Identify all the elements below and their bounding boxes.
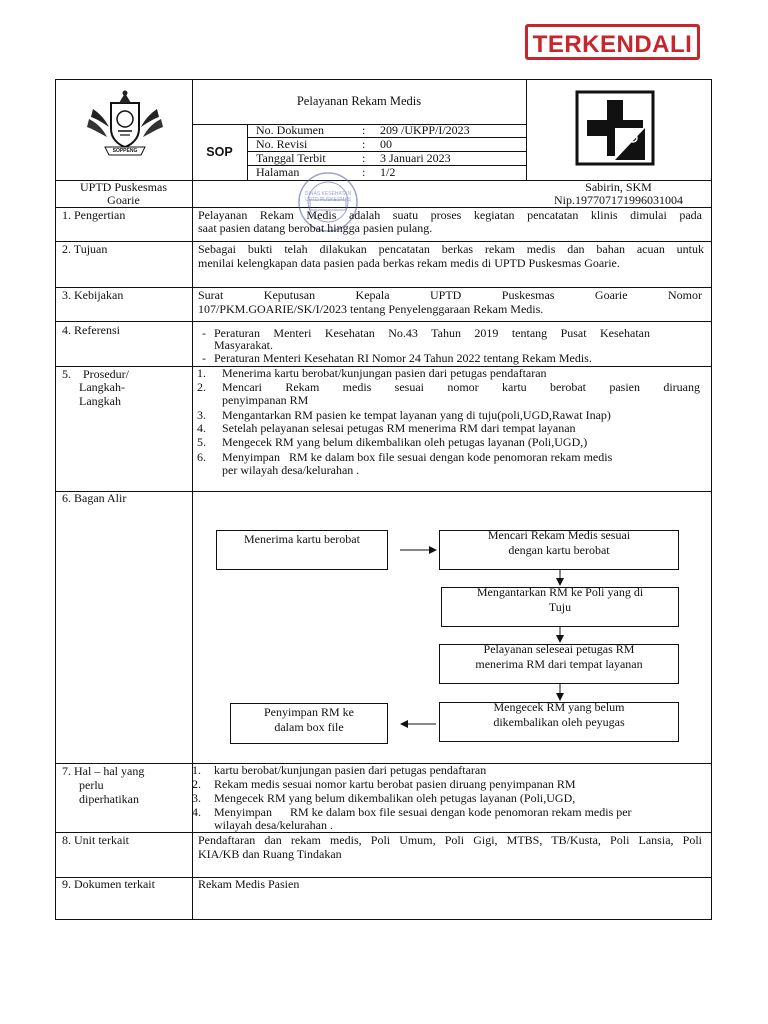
section-hal-label: diperhatikan [79,792,139,806]
list-number: 4. [197,421,206,435]
list-number: 4. [192,805,201,819]
referensi-bullet: - [202,326,206,340]
list-item: Mengecek RM yang belum dikembalikan oleh petugas layanan (Poli,UGD, [214,791,576,805]
section-hal-label: 7. Hal – hal yang [62,764,145,778]
unit-line2: KIA/KB dan Ruang Tindakan [198,847,342,861]
list-number: 2. [192,777,201,791]
section-bagan-label: 6. Bagan Alir [62,491,127,505]
meta-value: 1/2 [380,165,396,179]
list-item: penyimpanan RM [222,393,309,407]
list-item: Menerima kartu berobat/kunjungan pasien dari petugas pendaftaran [222,366,547,380]
flow-box-text: menerima RM dari tempat layanan [475,657,643,671]
section-unit-label: 8. Unit terkait [62,833,129,847]
flow-box-text: Penyimpan RM ke [264,705,354,719]
meta-label: No. Dokumen [256,123,324,137]
section-prosedur-label: Langkah- [79,380,125,394]
list-item: per wilayah desa/kelurahan . [222,463,360,477]
meta-value: 209 /UKPP/I/2023 [380,123,470,137]
kebijakan-line1: Surat Keputusan Kepala UPTD Puskesmas Goarie Nomor [198,288,702,302]
flow-box-text: Mengantarkan RM ke Poli yang di [476,585,644,599]
list-item: Mengecek RM yang belum dikembalikan oleh petugas layanan (Poli,UGD,) [222,435,588,449]
meta-label: Halaman [256,165,300,179]
flow-box-text: Tuju [548,600,572,614]
flow-box-text: Mengecek RM yang belum [493,700,625,714]
referensi-item1-line2: Masyarakat. [214,338,273,352]
org-name-line1: UPTD Puskesmas [79,180,167,194]
list-number: 2. [197,380,206,394]
list-number: 3. [192,791,201,805]
flow-box-text: dengan kartu berobat [508,543,610,557]
meta-sep: : [362,151,366,165]
pengertian-line1: Pelayanan Rekam Medis adalah suatu proses kegiatan pencatatan klinis dimulai pada [198,208,702,222]
list-item: Mencari Rekam medis sesuai nomor kartu berobat pasien diruang [222,380,700,394]
section-hal-label: perlu [79,778,104,792]
meta-label: No. Revisi [256,137,308,151]
meta-value: 00 [380,137,392,151]
list-number: 6. [197,450,206,464]
section-dokumen-label: 9. Dokumen terkait [62,877,155,891]
list-item: Mengantarkan RM pasien ke tempat layanan yang di tuju(poli,UGD,Rawat Inap) [222,408,611,422]
list-item: Menyimpan RM ke dalam box file sesuai dengan kode penomoran rekam medis [222,450,613,464]
meta-sep: : [362,165,366,179]
signer-nip: Nip.197707171996031004 [554,193,683,207]
section-kebijakan-label: 3. Kebijakan [62,288,124,302]
list-item: wilayah desa/kelurahan . [214,818,333,832]
list-number: 1. [197,366,206,380]
list-item: Rekam medis sesuai nomor kartu berobat pasien diruang penyimpanan RM [214,777,576,791]
section-prosedur-label: 5. Prosedur/ [62,367,129,381]
seal-text: DINAS KESEHATAN UPTD PUSKESMAS [304,191,352,203]
list-number: 5. [197,435,206,449]
section-tujuan-label: 2. Tujuan [62,242,108,256]
flow-box-text: dikembalikan oleh peyugas [493,715,625,729]
list-number: 3. [197,408,206,422]
pengertian-line2: saat pasien datang berobat hingga pasien pulang. [198,221,433,235]
tujuan-line2: menilai kelengkapan data pasien pada berkas rekam medis di UPTD Puskesmas Goarie. [198,256,620,270]
dokumen-value: Rekam Medis Pasien [198,877,300,891]
unit-line1: Pendaftaran dan rekam medis, Poli Umum, Poli Gigi, MTBS, TB/Kusta, Poli Lansia, Poli [198,833,702,847]
referensi-item2-line1: Peraturan Menteri Kesehatan RI Nomor 24 Tahun 2022 tentang Rekam Medis. [214,351,592,365]
referensi-bullet: - [202,351,206,365]
tujuan-line1: Sebagai bukti telah dilakukan pencatatan berkas rekam medis dan bahan acuan untuk [198,242,704,256]
section-referensi-label: 4. Referensi [62,323,120,337]
flow-box-text: dalam box file [274,720,344,734]
sop-label: SOP [206,145,233,159]
meta-value: 3 Januari 2023 [380,151,451,165]
emblem-ribbon-text: SOPPENG [112,148,138,154]
list-item: kartu berobat/kunjungan pasien dari petugas pendaftaran [214,763,487,777]
flow-box-text: Mencari Rekam Medis sesuai [487,528,631,542]
list-number: 1. [192,763,201,777]
org-name-line2: Goarie [107,193,140,207]
meta-label: Tanggal Terbit [256,151,326,165]
list-item: Setelah pelayanan selesai petugas RM menerima RM dari tempat layanan [222,421,576,435]
signer-name: Sabirin, SKM [585,180,652,194]
document-title: Pelayanan Rekam Medis [296,94,422,108]
flow-box-text: Menerima kartu berobat [244,532,360,546]
flow-box-text: Pelayanan seleseai petugas RM [483,642,635,656]
section-prosedur-label: Langkah [79,394,121,408]
terkendali-stamp: TERKENDALI [525,24,700,60]
meta-sep: : [362,123,366,137]
referensi-item1-line1: Peraturan Menteri Kesehatan No.43 Tahun 2019 tentang Pusat Kesehatan [214,326,650,340]
section-pengertian-label: 1. Pengertian [62,208,126,222]
list-item: Menyimpan RM ke dalam box file sesuai dengan kode penomoran rekam medis per [214,805,632,819]
meta-sep: : [362,137,366,151]
kebijakan-line2: 107/PKM.GOARIE/SK/I/2023 tentang Penyelenggaraan Rekam Medis. [198,302,544,316]
